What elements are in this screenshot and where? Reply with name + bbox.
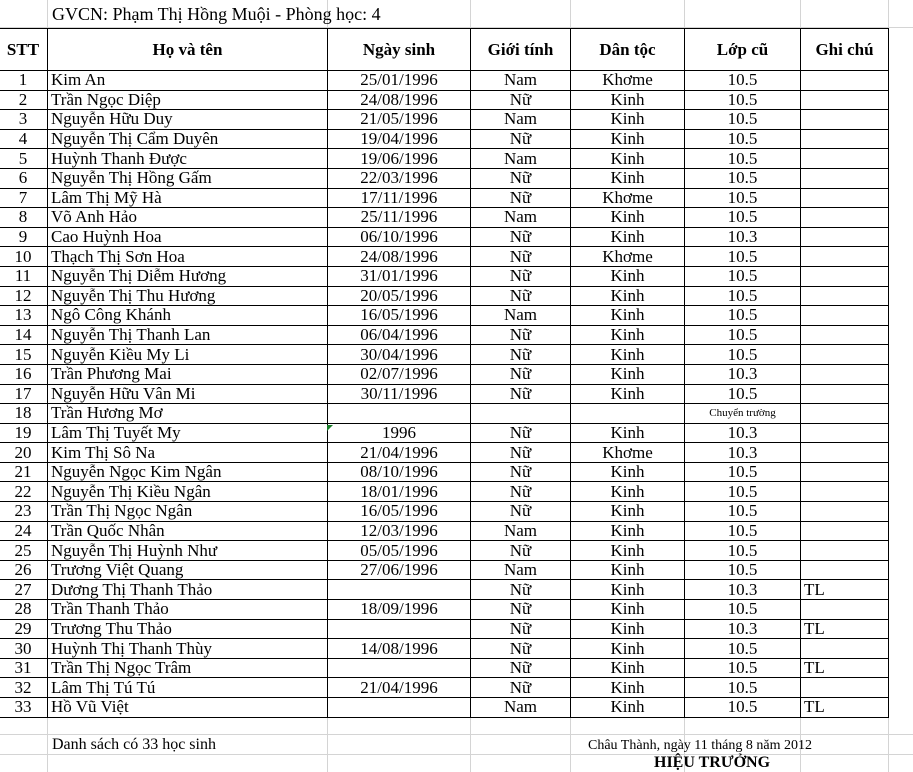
cell-dob[interactable]: 14/08/1996 bbox=[328, 639, 471, 659]
cell-stt[interactable]: 15 bbox=[0, 345, 48, 365]
cell-note[interactable] bbox=[801, 541, 889, 561]
cell-stt[interactable]: 12 bbox=[0, 286, 48, 306]
table-row bbox=[0, 90, 889, 110]
cell-name[interactable]: Dương Thị Thanh Thảo bbox=[48, 580, 328, 600]
cell-gender[interactable]: Nữ bbox=[471, 168, 571, 188]
header-dob[interactable]: Ngày sinh bbox=[328, 29, 471, 71]
cell-gender[interactable]: Nam bbox=[471, 698, 571, 718]
cell-ethnic[interactable]: Kinh bbox=[571, 364, 685, 384]
cell-note[interactable] bbox=[801, 149, 889, 169]
cell-stt[interactable]: 32 bbox=[0, 678, 48, 698]
cell-dob[interactable]: 16/05/1996 bbox=[328, 306, 471, 326]
cell-old-class[interactable]: 10.5 bbox=[685, 678, 801, 698]
table-row bbox=[0, 149, 889, 169]
cell-ethnic[interactable]: Kinh bbox=[571, 482, 685, 502]
cell-name[interactable]: Nguyễn Thị Kiều Ngân bbox=[48, 482, 328, 502]
cell-ethnic[interactable]: Kinh bbox=[571, 149, 685, 169]
cell-ethnic[interactable]: Kinh bbox=[571, 639, 685, 659]
cell-old-class[interactable]: 10.3 bbox=[685, 227, 801, 247]
cell-ethnic[interactable]: Kinh bbox=[571, 110, 685, 130]
cell-gender[interactable]: Nữ bbox=[471, 639, 571, 659]
cell-dob[interactable]: 25/11/1996 bbox=[328, 208, 471, 228]
cell-stt[interactable]: 4 bbox=[0, 129, 48, 149]
cell-dob[interactable]: 05/05/1996 bbox=[328, 541, 471, 561]
table-row bbox=[0, 286, 889, 306]
cell-ethnic[interactable]: Kinh bbox=[571, 129, 685, 149]
cell-name[interactable]: Nguyễn Ngọc Kim Ngân bbox=[48, 462, 328, 482]
cell-stt[interactable]: 29 bbox=[0, 619, 48, 639]
cell-dob[interactable]: 22/03/1996 bbox=[328, 168, 471, 188]
cell-stt[interactable]: 27 bbox=[0, 580, 48, 600]
cell-old-class[interactable]: 10.5 bbox=[685, 462, 801, 482]
header-stt[interactable]: STT bbox=[0, 29, 48, 71]
cell-stt[interactable]: 26 bbox=[0, 560, 48, 580]
cell-stt[interactable]: 30 bbox=[0, 639, 48, 659]
cell-old-class[interactable]: 10.5 bbox=[685, 698, 801, 718]
cell-dob[interactable]: 02/07/1996 bbox=[328, 364, 471, 384]
table-row bbox=[0, 580, 889, 600]
cell-ethnic[interactable]: Kinh bbox=[571, 462, 685, 482]
table-row bbox=[0, 129, 889, 149]
cell-note[interactable] bbox=[801, 423, 889, 443]
cell-ethnic[interactable]: Khơme bbox=[571, 71, 685, 91]
cell-old-class[interactable]: 10.5 bbox=[685, 71, 801, 91]
cell-old-class[interactable]: 10.5 bbox=[685, 247, 801, 267]
cell-note[interactable] bbox=[801, 325, 889, 345]
cell-old-class[interactable]: 10.5 bbox=[685, 541, 801, 561]
cell-dob[interactable]: 20/05/1996 bbox=[328, 286, 471, 306]
cell-dob[interactable]: 25/01/1996 bbox=[328, 71, 471, 91]
table-row bbox=[0, 188, 889, 208]
cell-note[interactable] bbox=[801, 482, 889, 502]
cell-old-class[interactable]: 10.5 bbox=[685, 600, 801, 620]
cell-gender[interactable]: Nữ bbox=[471, 600, 571, 620]
table-row bbox=[0, 560, 889, 580]
header-ethnic[interactable]: Dân tộc bbox=[571, 29, 685, 71]
table-row bbox=[0, 227, 889, 247]
cell-name[interactable]: Huỳnh Thị Thanh Thùy bbox=[48, 639, 328, 659]
cell-old-class[interactable]: 10.3 bbox=[685, 364, 801, 384]
cell-note[interactable] bbox=[801, 502, 889, 522]
table-row bbox=[0, 345, 889, 365]
cell-stt[interactable]: 7 bbox=[0, 188, 48, 208]
cell-dob[interactable]: 19/06/1996 bbox=[328, 149, 471, 169]
cell-gender[interactable]: Nữ bbox=[471, 580, 571, 600]
cell-name[interactable]: Trần Thị Ngọc Trâm bbox=[48, 658, 328, 678]
cell-dob[interactable]: 24/08/1996 bbox=[328, 90, 471, 110]
table-row bbox=[0, 619, 889, 639]
cell-dob[interactable]: 1996 bbox=[328, 423, 471, 443]
cell-stt[interactable]: 17 bbox=[0, 384, 48, 404]
cell-dob[interactable]: 06/10/1996 bbox=[328, 227, 471, 247]
cell-ethnic[interactable]: Kinh bbox=[571, 384, 685, 404]
cell-note[interactable] bbox=[801, 384, 889, 404]
cell-stt[interactable]: 6 bbox=[0, 168, 48, 188]
cell-note[interactable] bbox=[801, 129, 889, 149]
cell-dob[interactable]: 16/05/1996 bbox=[328, 502, 471, 522]
cell-name[interactable]: Lâm Thị Tuyết My bbox=[48, 423, 328, 443]
cell-dob[interactable]: 18/09/1996 bbox=[328, 600, 471, 620]
table-row bbox=[0, 325, 889, 345]
cell-stt[interactable]: 14 bbox=[0, 325, 48, 345]
cell-stt[interactable]: 10 bbox=[0, 247, 48, 267]
cell-note[interactable] bbox=[801, 364, 889, 384]
cell-old-class[interactable]: 10.5 bbox=[685, 345, 801, 365]
cell-old-class[interactable]: 10.5 bbox=[685, 521, 801, 541]
header-note[interactable]: Ghi chú bbox=[801, 29, 889, 71]
cell-note[interactable] bbox=[801, 208, 889, 228]
cell-name[interactable]: Trần Hương Mơ bbox=[48, 404, 328, 424]
cell-name[interactable]: Hồ Vũ Việt bbox=[48, 698, 328, 718]
cell-old-class[interactable]: 10.5 bbox=[685, 90, 801, 110]
cell-gender[interactable]: Nữ bbox=[471, 482, 571, 502]
table-row bbox=[0, 462, 889, 482]
cell-name[interactable]: Nguyễn Hữu Vân Mi bbox=[48, 384, 328, 404]
cell-dob[interactable]: 06/04/1996 bbox=[328, 325, 471, 345]
student-table bbox=[0, 28, 889, 718]
cell-stt[interactable]: 22 bbox=[0, 482, 48, 502]
cell-comment-marker bbox=[327, 425, 333, 431]
cell-old-class[interactable]: 10.3 bbox=[685, 619, 801, 639]
cell-note[interactable]: TL bbox=[801, 698, 889, 718]
cell-ethnic[interactable]: Kinh bbox=[571, 345, 685, 365]
cell-name[interactable]: Cao Huỳnh Hoa bbox=[48, 227, 328, 247]
cell-ethnic[interactable]: Kinh bbox=[571, 521, 685, 541]
cell-gender[interactable]: Nữ bbox=[471, 129, 571, 149]
cell-stt[interactable]: 11 bbox=[0, 266, 48, 286]
cell-note[interactable] bbox=[801, 71, 889, 91]
table-row bbox=[0, 443, 889, 463]
cell-note[interactable]: TL bbox=[801, 658, 889, 678]
cell-ethnic[interactable]: Kinh bbox=[571, 306, 685, 326]
cell-dob[interactable]: 08/10/1996 bbox=[328, 462, 471, 482]
cell-stt[interactable]: 28 bbox=[0, 600, 48, 620]
table-row bbox=[0, 541, 889, 561]
cell-stt[interactable]: 1 bbox=[0, 71, 48, 91]
cell-dob[interactable] bbox=[328, 619, 471, 639]
cell-old-class[interactable]: 10.5 bbox=[685, 658, 801, 678]
cell-note[interactable] bbox=[801, 404, 889, 424]
cell-note[interactable] bbox=[801, 639, 889, 659]
cell-old-class[interactable]: 10.5 bbox=[685, 560, 801, 580]
cell-name[interactable]: Nguyễn Thị Diễm Hương bbox=[48, 266, 328, 286]
cell-old-class[interactable]: 10.3 bbox=[685, 423, 801, 443]
cell-gender[interactable]: Nữ bbox=[471, 423, 571, 443]
cell-dob[interactable]: 19/04/1996 bbox=[328, 129, 471, 149]
cell-ethnic[interactable]: Kinh bbox=[571, 208, 685, 228]
cell-name[interactable]: Nguyễn Thị Hồng Gấm bbox=[48, 168, 328, 188]
cell-name[interactable]: Trần Phương Mai bbox=[48, 364, 328, 384]
cell-old-class[interactable]: 10.3 bbox=[685, 443, 801, 463]
cell-dob[interactable]: 12/03/1996 bbox=[328, 521, 471, 541]
cell-name[interactable]: Ngô Công Khánh bbox=[48, 306, 328, 326]
cell-ethnic[interactable]: Khơme bbox=[571, 443, 685, 463]
cell-gender[interactable]: Nữ bbox=[471, 502, 571, 522]
cell-gender[interactable]: Nữ bbox=[471, 384, 571, 404]
cell-stt[interactable]: 3 bbox=[0, 110, 48, 130]
cell-old-class[interactable]: 10.5 bbox=[685, 286, 801, 306]
cell-gender[interactable]: Nữ bbox=[471, 266, 571, 286]
cell-ethnic[interactable] bbox=[571, 404, 685, 424]
table-row bbox=[0, 71, 889, 91]
place-date: Châu Thành, ngày 11 tháng 8 năm 2012 bbox=[588, 738, 812, 753]
cell-ethnic[interactable]: Kinh bbox=[571, 168, 685, 188]
cell-name[interactable]: Nguyễn Thị Huỳnh Như bbox=[48, 541, 328, 561]
cell-ethnic[interactable]: Khơme bbox=[571, 188, 685, 208]
header-row bbox=[0, 29, 889, 71]
cell-ethnic[interactable]: Khơme bbox=[571, 247, 685, 267]
cell-gender[interactable]: Nữ bbox=[471, 541, 571, 561]
cell-gender[interactable]: Nữ bbox=[471, 286, 571, 306]
cell-gender[interactable] bbox=[471, 404, 571, 424]
cell-old-class[interactable]: 10.5 bbox=[685, 384, 801, 404]
cell-note[interactable] bbox=[801, 188, 889, 208]
table-row bbox=[0, 678, 889, 698]
cell-gender[interactable]: Nữ bbox=[471, 188, 571, 208]
cell-gender[interactable]: Nữ bbox=[471, 345, 571, 365]
header-old-class[interactable]: Lớp cũ bbox=[685, 29, 801, 71]
cell-stt[interactable]: 2 bbox=[0, 90, 48, 110]
cell-note[interactable] bbox=[801, 247, 889, 267]
cell-name[interactable]: Kim An bbox=[48, 71, 328, 91]
cell-stt[interactable]: 8 bbox=[0, 208, 48, 228]
cell-name[interactable]: Trần Thanh Thảo bbox=[48, 600, 328, 620]
cell-name[interactable]: Trần Ngọc Diệp bbox=[48, 90, 328, 110]
table-row bbox=[0, 639, 889, 659]
cell-name[interactable]: Lâm Thị Mỹ Hà bbox=[48, 188, 328, 208]
cell-note[interactable] bbox=[801, 227, 889, 247]
cell-ethnic[interactable]: Kinh bbox=[571, 658, 685, 678]
cell-gender[interactable]: Nữ bbox=[471, 462, 571, 482]
cell-stt[interactable]: 18 bbox=[0, 404, 48, 424]
cell-name[interactable]: Trương Việt Quang bbox=[48, 560, 328, 580]
cell-name[interactable]: Thạch Thị Sơn Hoa bbox=[48, 247, 328, 267]
cell-ethnic[interactable]: Kinh bbox=[571, 619, 685, 639]
cell-stt[interactable]: 13 bbox=[0, 306, 48, 326]
cell-note[interactable] bbox=[801, 600, 889, 620]
table-row bbox=[0, 404, 889, 424]
cell-name[interactable]: Võ Anh Hảo bbox=[48, 208, 328, 228]
table-row bbox=[0, 266, 889, 286]
cell-dob[interactable] bbox=[328, 698, 471, 718]
cell-note[interactable] bbox=[801, 90, 889, 110]
cell-stt[interactable]: 23 bbox=[0, 502, 48, 522]
table-row bbox=[0, 306, 889, 326]
cell-dob[interactable]: 18/01/1996 bbox=[328, 482, 471, 502]
cell-note[interactable] bbox=[801, 266, 889, 286]
cell-stt[interactable]: 24 bbox=[0, 521, 48, 541]
cell-note[interactable]: TL bbox=[801, 580, 889, 600]
table-row bbox=[0, 208, 889, 228]
cell-gender[interactable]: Nữ bbox=[471, 678, 571, 698]
cell-name[interactable]: Nguyễn Hữu Duy bbox=[48, 110, 328, 130]
cell-stt[interactable]: 9 bbox=[0, 227, 48, 247]
cell-old-class[interactable]: 10.5 bbox=[685, 188, 801, 208]
cell-note[interactable] bbox=[801, 560, 889, 580]
cell-gender[interactable]: Nam bbox=[471, 560, 571, 580]
cell-dob[interactable]: 21/05/1996 bbox=[328, 110, 471, 130]
cell-old-class[interactable]: 10.3 bbox=[685, 580, 801, 600]
cell-note[interactable] bbox=[801, 462, 889, 482]
cell-name[interactable]: Nguyễn Thị Cẩm Duyên bbox=[48, 129, 328, 149]
cell-old-class[interactable]: Chuyển trường bbox=[685, 404, 801, 424]
cell-old-class[interactable]: 10.5 bbox=[685, 639, 801, 659]
cell-ethnic[interactable]: Kinh bbox=[571, 678, 685, 698]
cell-note[interactable] bbox=[801, 306, 889, 326]
cell-gender[interactable]: Nữ bbox=[471, 364, 571, 384]
cell-note[interactable] bbox=[801, 443, 889, 463]
cell-ethnic[interactable]: Kinh bbox=[571, 560, 685, 580]
cell-stt[interactable]: 20 bbox=[0, 443, 48, 463]
cell-gender[interactable]: Nữ bbox=[471, 90, 571, 110]
table-row bbox=[0, 521, 889, 541]
cell-note[interactable] bbox=[801, 286, 889, 306]
cell-note[interactable] bbox=[801, 345, 889, 365]
cell-dob[interactable]: 21/04/1996 bbox=[328, 678, 471, 698]
cell-dob[interactable]: 31/01/1996 bbox=[328, 266, 471, 286]
cell-dob[interactable]: 30/04/1996 bbox=[328, 345, 471, 365]
table-row bbox=[0, 168, 889, 188]
cell-name[interactable]: Lâm Thị Tú Tú bbox=[48, 678, 328, 698]
cell-dob[interactable] bbox=[328, 658, 471, 678]
cell-old-class[interactable]: 10.5 bbox=[685, 149, 801, 169]
cell-note[interactable] bbox=[801, 521, 889, 541]
table-row bbox=[0, 502, 889, 522]
cell-dob[interactable]: 24/08/1996 bbox=[328, 247, 471, 267]
cell-gender[interactable]: Nam bbox=[471, 71, 571, 91]
cell-gender[interactable]: Nam bbox=[471, 306, 571, 326]
table-row bbox=[0, 698, 889, 718]
cell-name[interactable]: Trần Quốc Nhân bbox=[48, 521, 328, 541]
cell-old-class[interactable]: 10.5 bbox=[685, 208, 801, 228]
cell-gender[interactable]: Nữ bbox=[471, 619, 571, 639]
cell-stt[interactable]: 19 bbox=[0, 423, 48, 443]
cell-old-class[interactable]: 10.5 bbox=[685, 502, 801, 522]
cell-dob[interactable]: 30/11/1996 bbox=[328, 384, 471, 404]
cell-ethnic[interactable]: Kinh bbox=[571, 266, 685, 286]
cell-stt[interactable]: 5 bbox=[0, 149, 48, 169]
cell-dob[interactable]: 17/11/1996 bbox=[328, 188, 471, 208]
cell-note[interactable] bbox=[801, 168, 889, 188]
cell-stt[interactable]: 16 bbox=[0, 364, 48, 384]
cell-ethnic[interactable]: Kinh bbox=[571, 580, 685, 600]
table-row bbox=[0, 482, 889, 502]
table-row bbox=[0, 247, 889, 267]
cell-old-class[interactable]: 10.5 bbox=[685, 306, 801, 326]
cell-dob[interactable] bbox=[328, 580, 471, 600]
table-row bbox=[0, 658, 889, 678]
table-row bbox=[0, 384, 889, 404]
cell-note[interactable] bbox=[801, 110, 889, 130]
student-count: Danh sách có 33 học sinh bbox=[52, 736, 216, 753]
cell-dob[interactable]: 27/06/1996 bbox=[328, 560, 471, 580]
cell-gender[interactable]: Nữ bbox=[471, 443, 571, 463]
cell-old-class[interactable]: 10.5 bbox=[685, 110, 801, 130]
cell-gender[interactable]: Nam bbox=[471, 110, 571, 130]
cell-gender[interactable]: Nam bbox=[471, 149, 571, 169]
table-row bbox=[0, 423, 889, 443]
cell-stt[interactable]: 31 bbox=[0, 658, 48, 678]
cell-stt[interactable]: 21 bbox=[0, 462, 48, 482]
cell-ethnic[interactable]: Kinh bbox=[571, 325, 685, 345]
principal-signature-title: HIỆU TRƯỞNG bbox=[654, 754, 771, 771]
cell-name[interactable]: Trương Thu Thảo bbox=[48, 619, 328, 639]
table-row bbox=[0, 600, 889, 620]
cell-gender[interactable]: Nữ bbox=[471, 658, 571, 678]
header-name[interactable]: Họ và tên bbox=[48, 29, 328, 71]
cell-name[interactable]: Nguyễn Kiều My Li bbox=[48, 345, 328, 365]
cell-name[interactable]: Huỳnh Thanh Được bbox=[48, 149, 328, 169]
cell-name[interactable]: Nguyễn Thị Thu Hương bbox=[48, 286, 328, 306]
cell-stt[interactable]: 25 bbox=[0, 541, 48, 561]
cell-old-class[interactable]: 10.5 bbox=[685, 482, 801, 502]
table-row bbox=[0, 364, 889, 384]
cell-note[interactable] bbox=[801, 678, 889, 698]
table-row bbox=[0, 110, 889, 130]
cell-old-class[interactable]: 10.5 bbox=[685, 168, 801, 188]
cell-old-class[interactable]: 10.5 bbox=[685, 325, 801, 345]
cell-ethnic[interactable]: Kinh bbox=[571, 600, 685, 620]
header-gender[interactable]: Giới tính bbox=[471, 29, 571, 71]
sheet-title: GVCN: Phạm Thị Hồng Muội - Phòng học: 4 bbox=[52, 4, 381, 24]
cell-note[interactable]: TL bbox=[801, 619, 889, 639]
cell-old-class[interactable]: 10.5 bbox=[685, 129, 801, 149]
cell-name[interactable]: Trần Thị Ngọc Ngân bbox=[48, 502, 328, 522]
cell-ethnic[interactable]: Kinh bbox=[571, 698, 685, 718]
cell-gender[interactable]: Nữ bbox=[471, 247, 571, 267]
cell-ethnic[interactable]: Kinh bbox=[571, 423, 685, 443]
cell-ethnic[interactable]: Kinh bbox=[571, 502, 685, 522]
cell-ethnic[interactable]: Kinh bbox=[571, 227, 685, 247]
cell-old-class[interactable]: 10.5 bbox=[685, 266, 801, 286]
cell-ethnic[interactable]: Kinh bbox=[571, 541, 685, 561]
cell-name[interactable]: Nguyễn Thị Thanh Lan bbox=[48, 325, 328, 345]
cell-gender[interactable]: Nam bbox=[471, 208, 571, 228]
cell-gender[interactable]: Nam bbox=[471, 521, 571, 541]
cell-ethnic[interactable]: Kinh bbox=[571, 286, 685, 306]
cell-gender[interactable]: Nữ bbox=[471, 325, 571, 345]
cell-stt[interactable]: 33 bbox=[0, 698, 48, 718]
cell-dob[interactable] bbox=[328, 404, 471, 424]
cell-name[interactable]: Kim Thị Sô Na bbox=[48, 443, 328, 463]
cell-dob[interactable]: 21/04/1996 bbox=[328, 443, 471, 463]
cell-gender[interactable]: Nữ bbox=[471, 227, 571, 247]
cell-ethnic[interactable]: Kinh bbox=[571, 90, 685, 110]
